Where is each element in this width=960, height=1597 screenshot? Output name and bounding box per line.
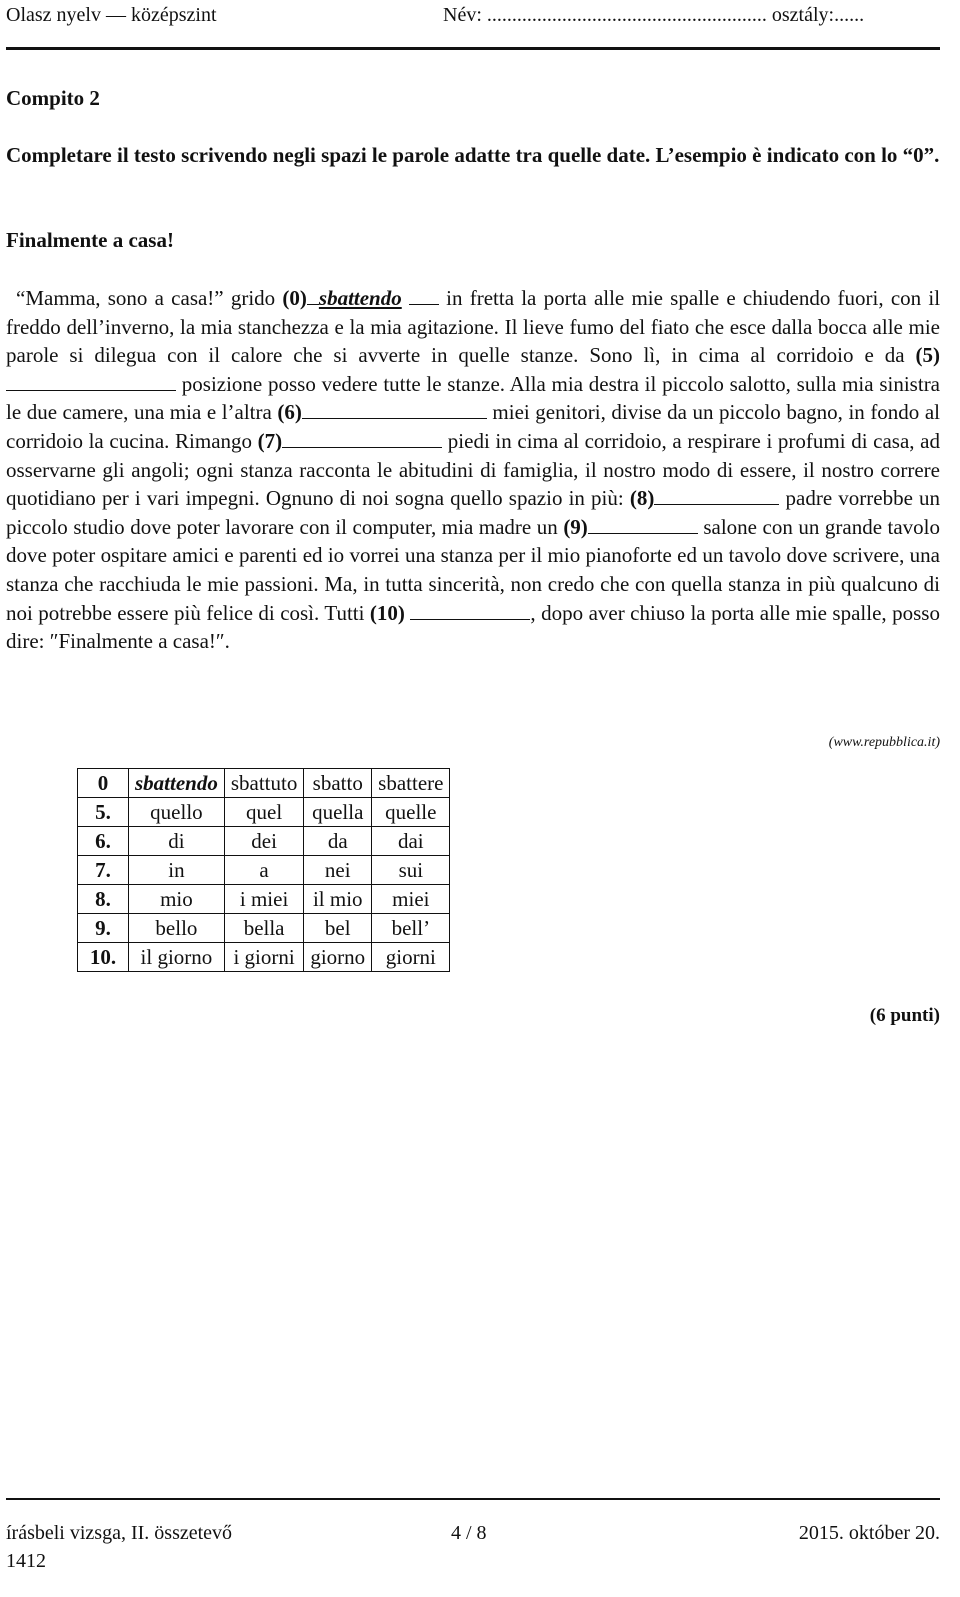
option-choice: sui — [372, 856, 450, 885]
option-choice: sbatto — [304, 769, 372, 798]
options-row — [78, 769, 450, 798]
story-title: Finalmente a casa! — [6, 228, 174, 252]
option-choice: quello — [129, 798, 225, 827]
option-choice: sbattendo — [129, 769, 225, 798]
option-choice: da — [304, 827, 372, 856]
text-segment: “Mamma, sono a casa!” grido — [16, 286, 276, 310]
option-choice: nei — [304, 856, 372, 885]
option-choice: bella — [224, 914, 304, 943]
gap-label-9: (9) — [563, 514, 588, 539]
gap-0-trail — [409, 286, 439, 305]
option-choice: i giorni — [224, 943, 304, 972]
text-segment: , dopo aver chiuso la porta alle mie spalle, posso dire: ″Finalmente a casa!″. — [6, 600, 940, 654]
page-header — [6, 2, 940, 42]
option-choice: bello — [129, 914, 225, 943]
footer-code: 1412 — [6, 1550, 46, 1572]
header-rule — [6, 47, 940, 50]
gap-0-lead — [307, 286, 319, 305]
example-answer: sbattendo — [318, 286, 402, 310]
option-choice: i miei — [224, 885, 304, 914]
options-row — [78, 856, 450, 885]
option-choice: giorni — [372, 943, 450, 972]
option-choice: dei — [224, 827, 304, 856]
option-choice: miei — [372, 885, 450, 914]
task-instruction: Completare il testo scrivendo negli spazi le parole adatte tra quelle date. L’esempio è indicato con lo “0”. — [6, 143, 940, 167]
task-title: Compito 2 — [6, 86, 100, 110]
options-row — [78, 798, 450, 827]
gap-label-10: (10) — [369, 600, 405, 625]
option-number: 6. — [78, 827, 129, 856]
cloze-text — [6, 284, 940, 656]
option-choice: bell’ — [372, 914, 450, 943]
source-citation: (www.repubblica.it) — [828, 735, 940, 750]
footer-page-number: 4 / 8 — [451, 1522, 487, 1544]
gap-label-8: (8) — [629, 486, 655, 511]
gap-label-7: (7) — [257, 428, 283, 453]
gap-9-blank[interactable] — [588, 515, 698, 534]
footer-date: 2015. október 20. — [798, 1522, 940, 1544]
gap-8-blank[interactable] — [654, 486, 779, 505]
footer-exam-part: írásbeli vizsga, II. összetevő — [6, 1522, 233, 1544]
gap-10-blank[interactable] — [410, 601, 530, 620]
header-subject: Olasz nyelv — középszint — [6, 4, 217, 26]
option-choice: il mio — [304, 885, 372, 914]
option-choice: giorno — [304, 943, 372, 972]
option-choice: sbattuto — [224, 769, 304, 798]
option-number: 5. — [78, 798, 129, 827]
text-segment: in fretta la porta alle mie spalle e chiudendo fuori, con il freddo dell’inverno, la mia stanchezza e la mia agitazione. Il lieve fumo del fiato che esce dalla bocca alle mie parole si dilegua con il calore che si avverte in quelle stanze. Sono lì, in cima al corridoio e da — [6, 286, 941, 368]
gap-6-blank[interactable] — [302, 400, 487, 419]
option-choice: il giorno — [129, 943, 225, 972]
option-choice: in — [129, 856, 225, 885]
options-row — [78, 827, 450, 856]
answer-options-table — [77, 768, 450, 972]
options-row — [78, 885, 450, 914]
options-row — [78, 943, 450, 972]
option-number: 9. — [78, 914, 129, 943]
gap-7-blank[interactable] — [282, 429, 442, 448]
gap-label-6: (6) — [277, 400, 302, 425]
option-choice: di — [129, 827, 225, 856]
option-choice: quelle — [372, 798, 450, 827]
option-number: 7. — [78, 856, 129, 885]
text-segment: posizione posso vedere tutte le stanze. Alla mia destra il piccolo salotto, sulla mia sinistra le due camere, una mia e l’altra — [6, 371, 941, 425]
text-segment: piedi in cima al corridoio, a respirare i profumi di casa, ad osservarne gli angoli; ogni stanza racconta le abitudini di famiglia, il nostro modo di essere, il nostro correre quotidiano per i vari impegni. Ognuno di noi sogna quello spazio in più: — [6, 428, 940, 511]
options-row — [78, 914, 450, 943]
option-choice: dai — [372, 827, 450, 856]
points-label: (6 punti) — [869, 1005, 940, 1026]
option-choice: bel — [304, 914, 372, 943]
gap-label-5: (5) — [915, 343, 941, 368]
gap-5-blank[interactable] — [6, 372, 176, 391]
option-choice: sbattere — [372, 769, 450, 798]
text-segment: salone con un grande tavolo dove poter ospitare amici e parenti ed io vorrei una stanza per il mio pianoforte ed un tavolo dove scrivere, una stanza che racchiuda le mie passioni. Ma, in tutta sincerità, non credo che con quella stanza in più qualcuno di noi potrebbe essere più felice di così. Tutti — [6, 514, 941, 625]
option-choice: mio — [129, 885, 225, 914]
gap-label-0: (0) — [282, 286, 307, 310]
text-segment: miei genitori, divise da un piccolo bagno, in fondo al corridoio la cucina. Rimango — [6, 400, 940, 453]
option-number: 8. — [78, 885, 129, 914]
option-choice: quel — [224, 798, 304, 827]
page-footer — [6, 1498, 940, 1593]
header-name-class-fields: Név: ........................................................ osztály:...... — [443, 4, 865, 26]
option-number: 10. — [78, 943, 129, 972]
option-choice: quella — [304, 798, 372, 827]
option-choice: a — [224, 856, 304, 885]
text-segment: padre vorrebbe un piccolo studio dove poter lavorare con il computer, mia madre un — [6, 486, 941, 539]
footer-rule — [6, 1498, 940, 1500]
option-number: 0 — [78, 769, 129, 798]
